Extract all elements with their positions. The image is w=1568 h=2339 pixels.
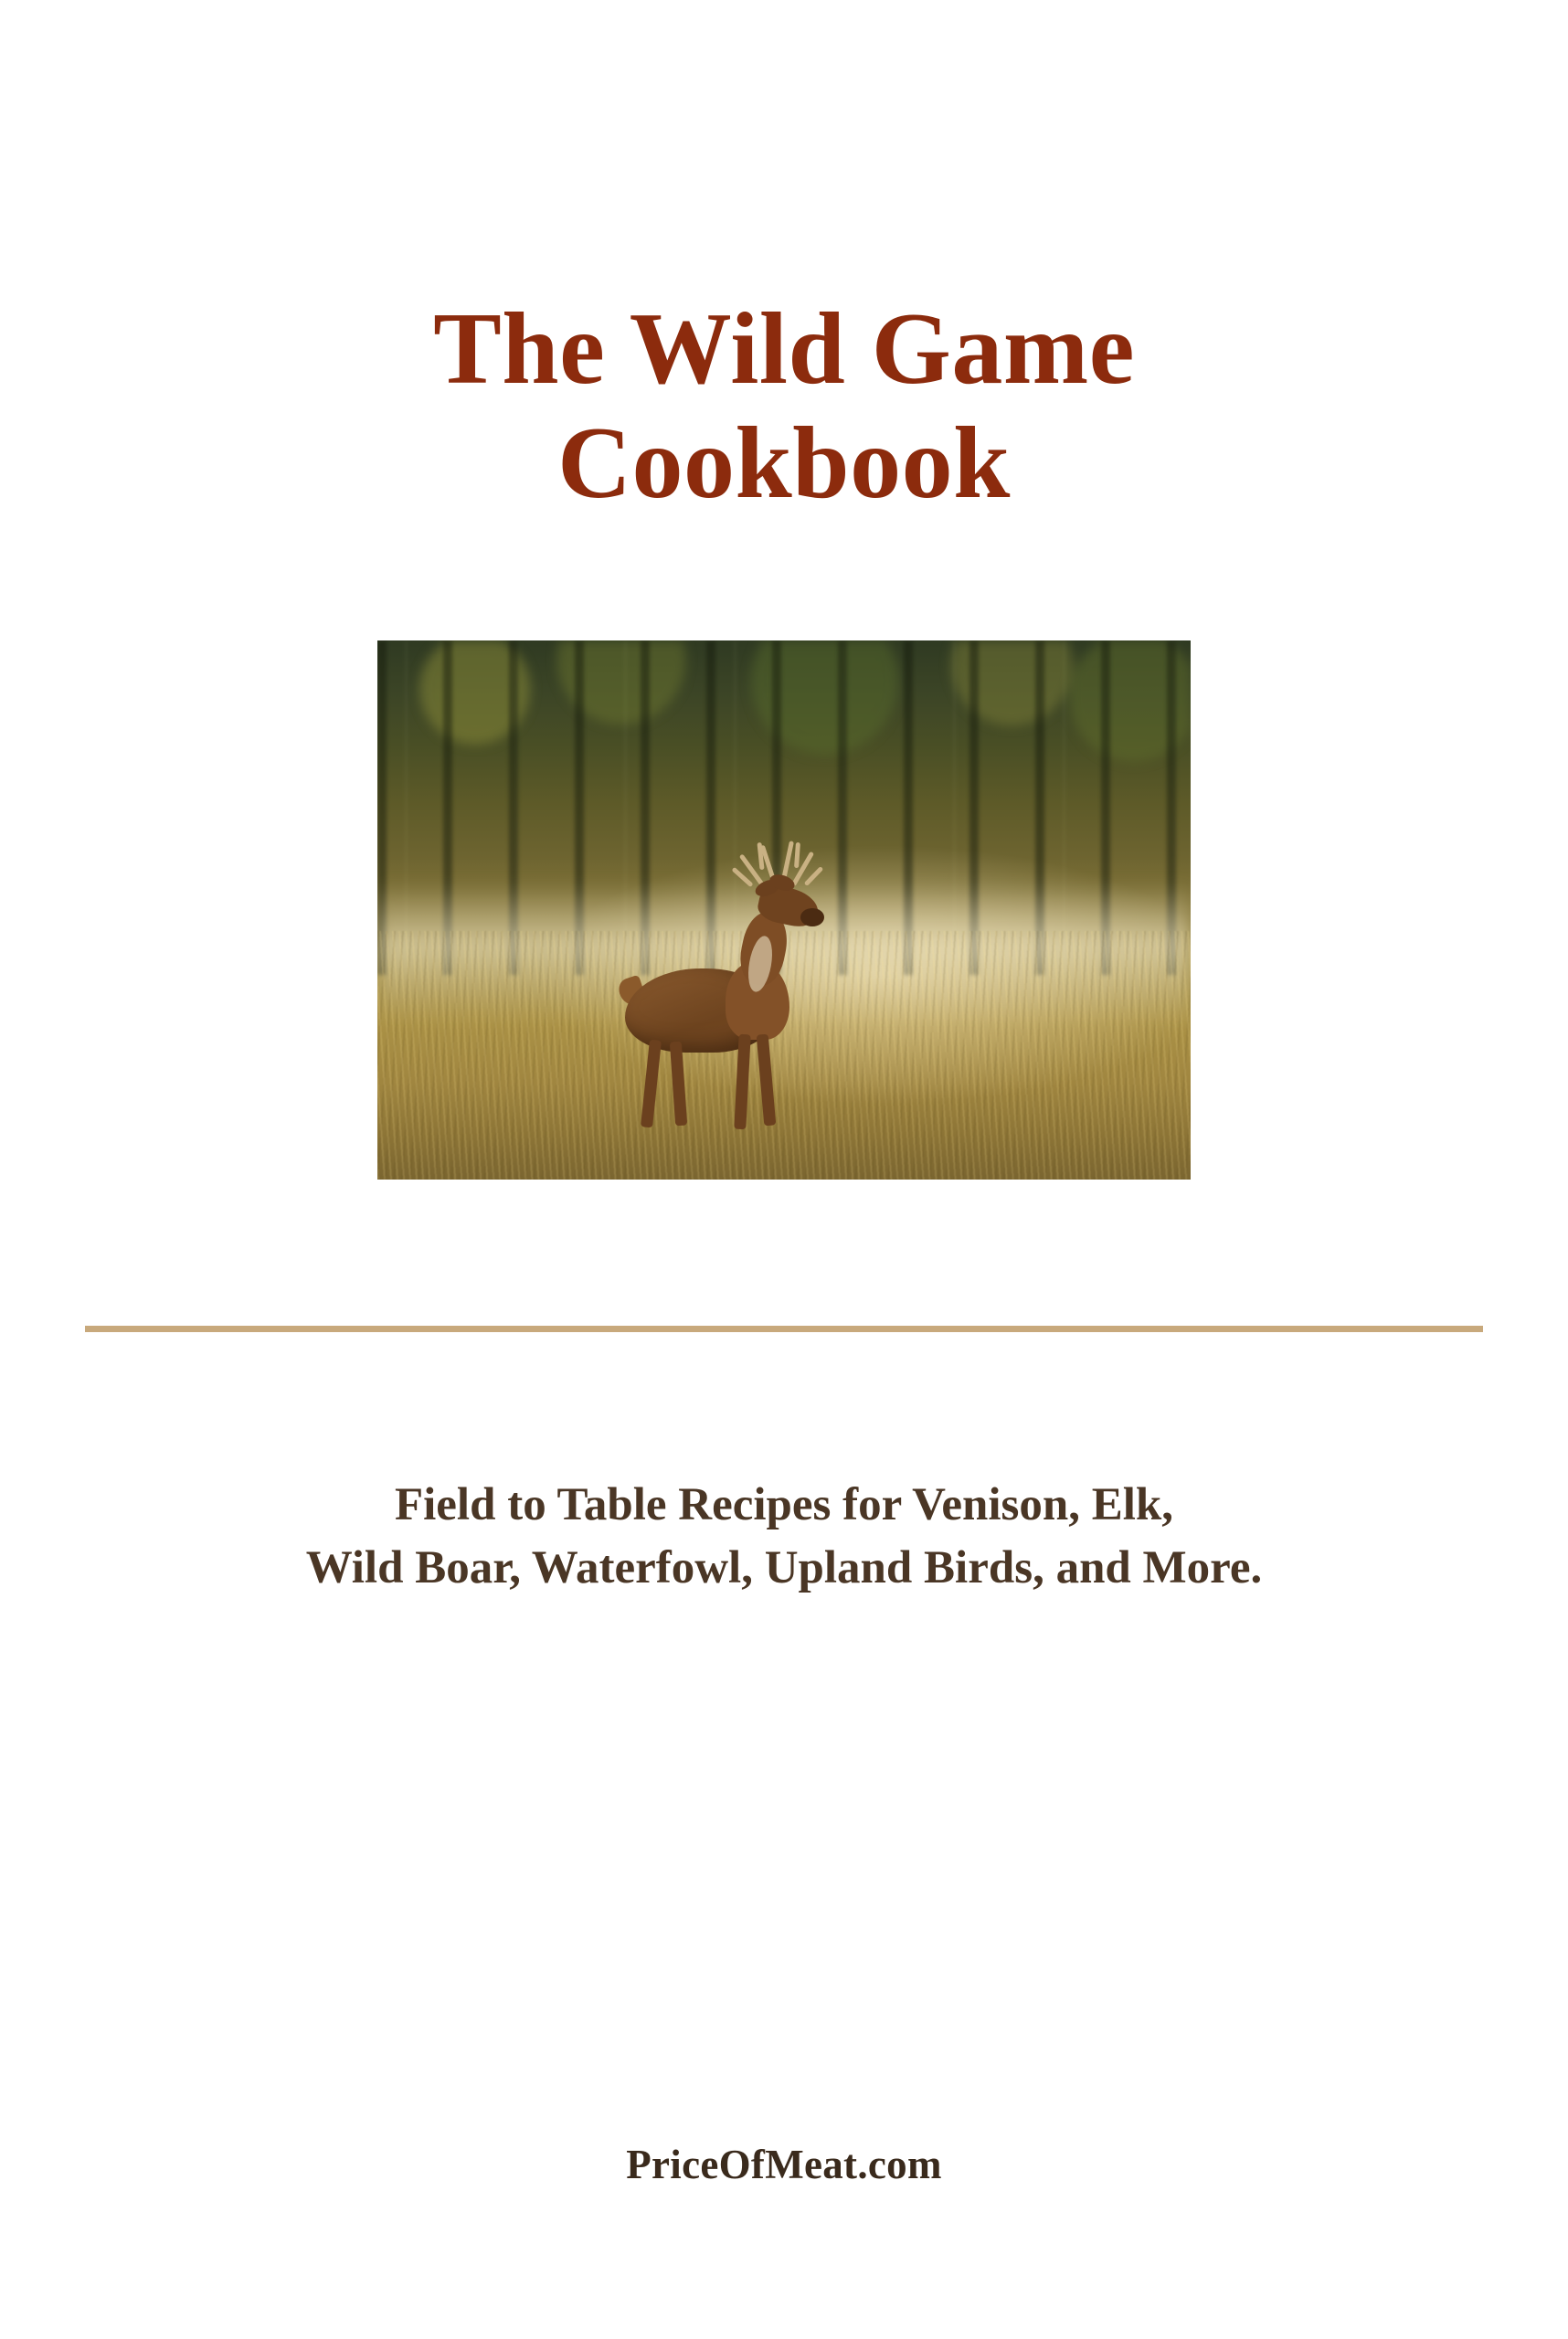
cover-photo bbox=[377, 640, 1191, 1180]
cover-footer bbox=[0, 2141, 1568, 2188]
book-title-line-2: Cookbook bbox=[557, 407, 1011, 521]
book-title-line-1: The Wild Game bbox=[433, 292, 1135, 406]
whitetail-deer-icon bbox=[588, 841, 835, 1142]
book-subtitle-line-1: Field to Table Recipes for Venison, Elk, bbox=[394, 1478, 1174, 1530]
deer-muzzle bbox=[800, 908, 824, 926]
cover-photo-scene bbox=[377, 640, 1191, 1180]
book-title bbox=[0, 292, 1568, 522]
publisher-website: PriceOfMeat.com bbox=[626, 2142, 942, 2187]
section-divider bbox=[85, 1326, 1483, 1332]
book-subtitle bbox=[0, 1474, 1568, 1600]
book-subtitle-line-2: Wild Boar, Waterfowl, Upland Birds, and More. bbox=[305, 1541, 1263, 1593]
